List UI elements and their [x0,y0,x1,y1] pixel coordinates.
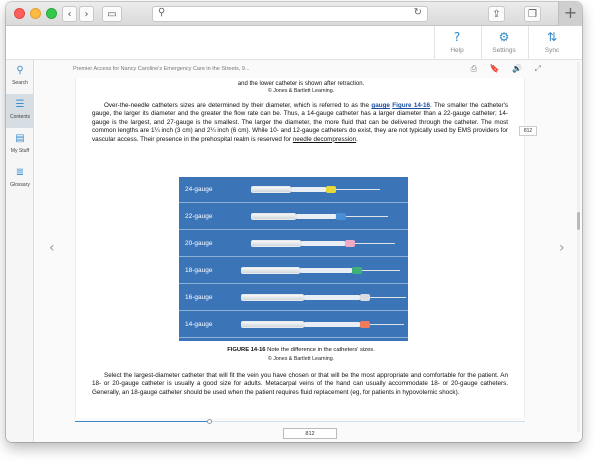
gear-icon: ⚙ [498,30,510,44]
glossary-icon: ≣ [15,167,25,178]
reload-icon[interactable]: ↻ [413,7,422,18]
figure-caption: FIGURE 14-16 Note the difference in the catheters' sizes. [227,347,375,353]
search-icon: ⚲ [16,65,24,76]
app-header [6,26,582,60]
figure-row [179,204,408,230]
glossary-link-gauge[interactable]: gauge [371,102,390,109]
figure-row [179,312,408,338]
back-button[interactable] [62,6,77,22]
catheter-image [241,293,421,302]
list-icon: ☰ [15,99,25,110]
reading-progress-slider[interactable] [75,421,525,422]
sidebar-item-glossary[interactable] [6,162,34,196]
progress-handle[interactable] [207,419,212,424]
figure-row [179,258,408,284]
minimize-window-button[interactable] [30,8,41,19]
sync-icon: ⇅ [546,30,558,44]
next-page-icon[interactable]: › [559,240,565,256]
page-number-badge: 812 [519,126,537,136]
figure-credit: © Jones & Bartlett Learning. [267,356,335,362]
share-icon: ⇪ [492,8,501,20]
header-divider [528,26,529,60]
scrollbar[interactable] [577,62,580,432]
reader-pane [35,60,582,442]
catheter-image [241,320,421,329]
settings-button[interactable] [482,30,526,54]
scrollbar-thumb[interactable] [577,212,580,230]
gauge-label: 18-gauge [185,267,213,274]
close-window-button[interactable] [14,8,25,19]
catheter-image [251,239,401,248]
gauge-label: 16-gauge [185,294,213,301]
gauge-label: 22-gauge [185,213,213,220]
catheter-image [251,212,391,221]
gauge-label: 14-gauge [185,321,213,328]
sidebar-item-label: Glossary [10,182,30,188]
address-bar[interactable] [152,6,428,22]
figure-row [179,231,408,257]
share-button[interactable] [488,6,505,22]
progress-fill [75,421,210,422]
sidebar-toggle-button[interactable] [102,6,122,22]
sidebar-item-contents[interactable] [6,94,34,128]
catheter-image [241,266,411,275]
help-button[interactable] [435,30,479,54]
figure-link[interactable]: Figure 14-16 [392,102,430,109]
back-icon: ‹ [67,8,72,20]
sidebar-item-my-stuff[interactable] [6,128,34,162]
book-page [75,78,525,418]
figure-row [179,285,408,311]
search-icon: ⚲ [158,7,166,18]
tabs-icon: ❐ [528,8,537,20]
settings-label: Settings [492,47,516,54]
sync-label: Sync [544,47,560,54]
new-tab-button[interactable] [558,2,582,26]
browser-toolbar [6,2,582,26]
figure-caption-continued: and the lower catheter is shown after retraction. [237,81,365,87]
gauge-label: 24-gauge [185,186,213,193]
sidebar-item-label: Search [12,80,28,86]
help-label: Help [450,47,464,54]
forward-icon: › [84,8,89,20]
figure-credit: © Jones & Bartlett Learning. [267,88,335,94]
catheter-figure [179,177,408,341]
sidebar [6,60,34,442]
sidebar-item-label: Contents [9,114,30,120]
reader-tools-icons[interactable]: ⎙ 🔖 🔊 ⤢ [470,64,546,73]
figure-label: FIGURE 14-16 [227,347,266,353]
figure-row [179,177,408,203]
forward-button[interactable] [79,6,94,22]
tabs-button[interactable] [524,6,541,22]
inbox-icon: ▤ [15,133,25,144]
sync-button[interactable] [530,30,574,54]
zoom-window-button[interactable] [46,8,57,19]
plus-icon: + [563,3,578,22]
glossary-link-needle-decompression[interactable]: needle decompression [292,135,357,143]
sidebar-item-label: My Stuff [10,148,30,154]
catheter-image [251,185,379,194]
sidebar-icon: ▭ [107,8,117,20]
gauge-label: 20-gauge [185,240,213,247]
previous-page-icon[interactable]: ‹ [49,240,55,256]
document-bar [35,60,582,78]
page-number-input[interactable]: 812 [283,428,337,439]
help-icon: ? [453,30,461,44]
document-title: Premier Access for Nancy Caroline's Emergency Care in the Streets, 9... [73,66,250,72]
paragraph-gauge: Over-the-needle catheters sizes are determined by their diameter, which is referred to as the gauge Figure 14-16. The smaller the catheter's gauge, the larger its diameter and the greater the flow rate can be. Thus, a 14-gauge catheter has a larger diameter than a 22-gauge catheter; 14-gauge is the largest, and 27-gauge is the smallest. The larger the diameter, the more fluid that can be delivered through the catheter. The most common lengths are 1¼ inch (3 cm) and 2¼ inch (6 cm). While 10- and 12-gauge catheters do exist, they are not typically used by EMS providers for vascular access. Their presence in the prehospital realm is reserved for needle decompression. [92,102,509,143]
browser-window [6,2,582,442]
sidebar-item-search[interactable] [6,60,34,94]
paragraph-select-catheter: Select the largest-diameter catheter that will fit the vein you have chosen or that will be the most appropriate and comfortable for the patient. An 18- or 20-gauge catheter is usually a good size for adults. Metacarpal veins of the hand can usually accommodate 18- or 20-gauge catheters. Generally, an 18-gauge catheter should be used when the patient requires fluid replacement (eg, for patients in hypovolemic shock). [92,372,508,396]
